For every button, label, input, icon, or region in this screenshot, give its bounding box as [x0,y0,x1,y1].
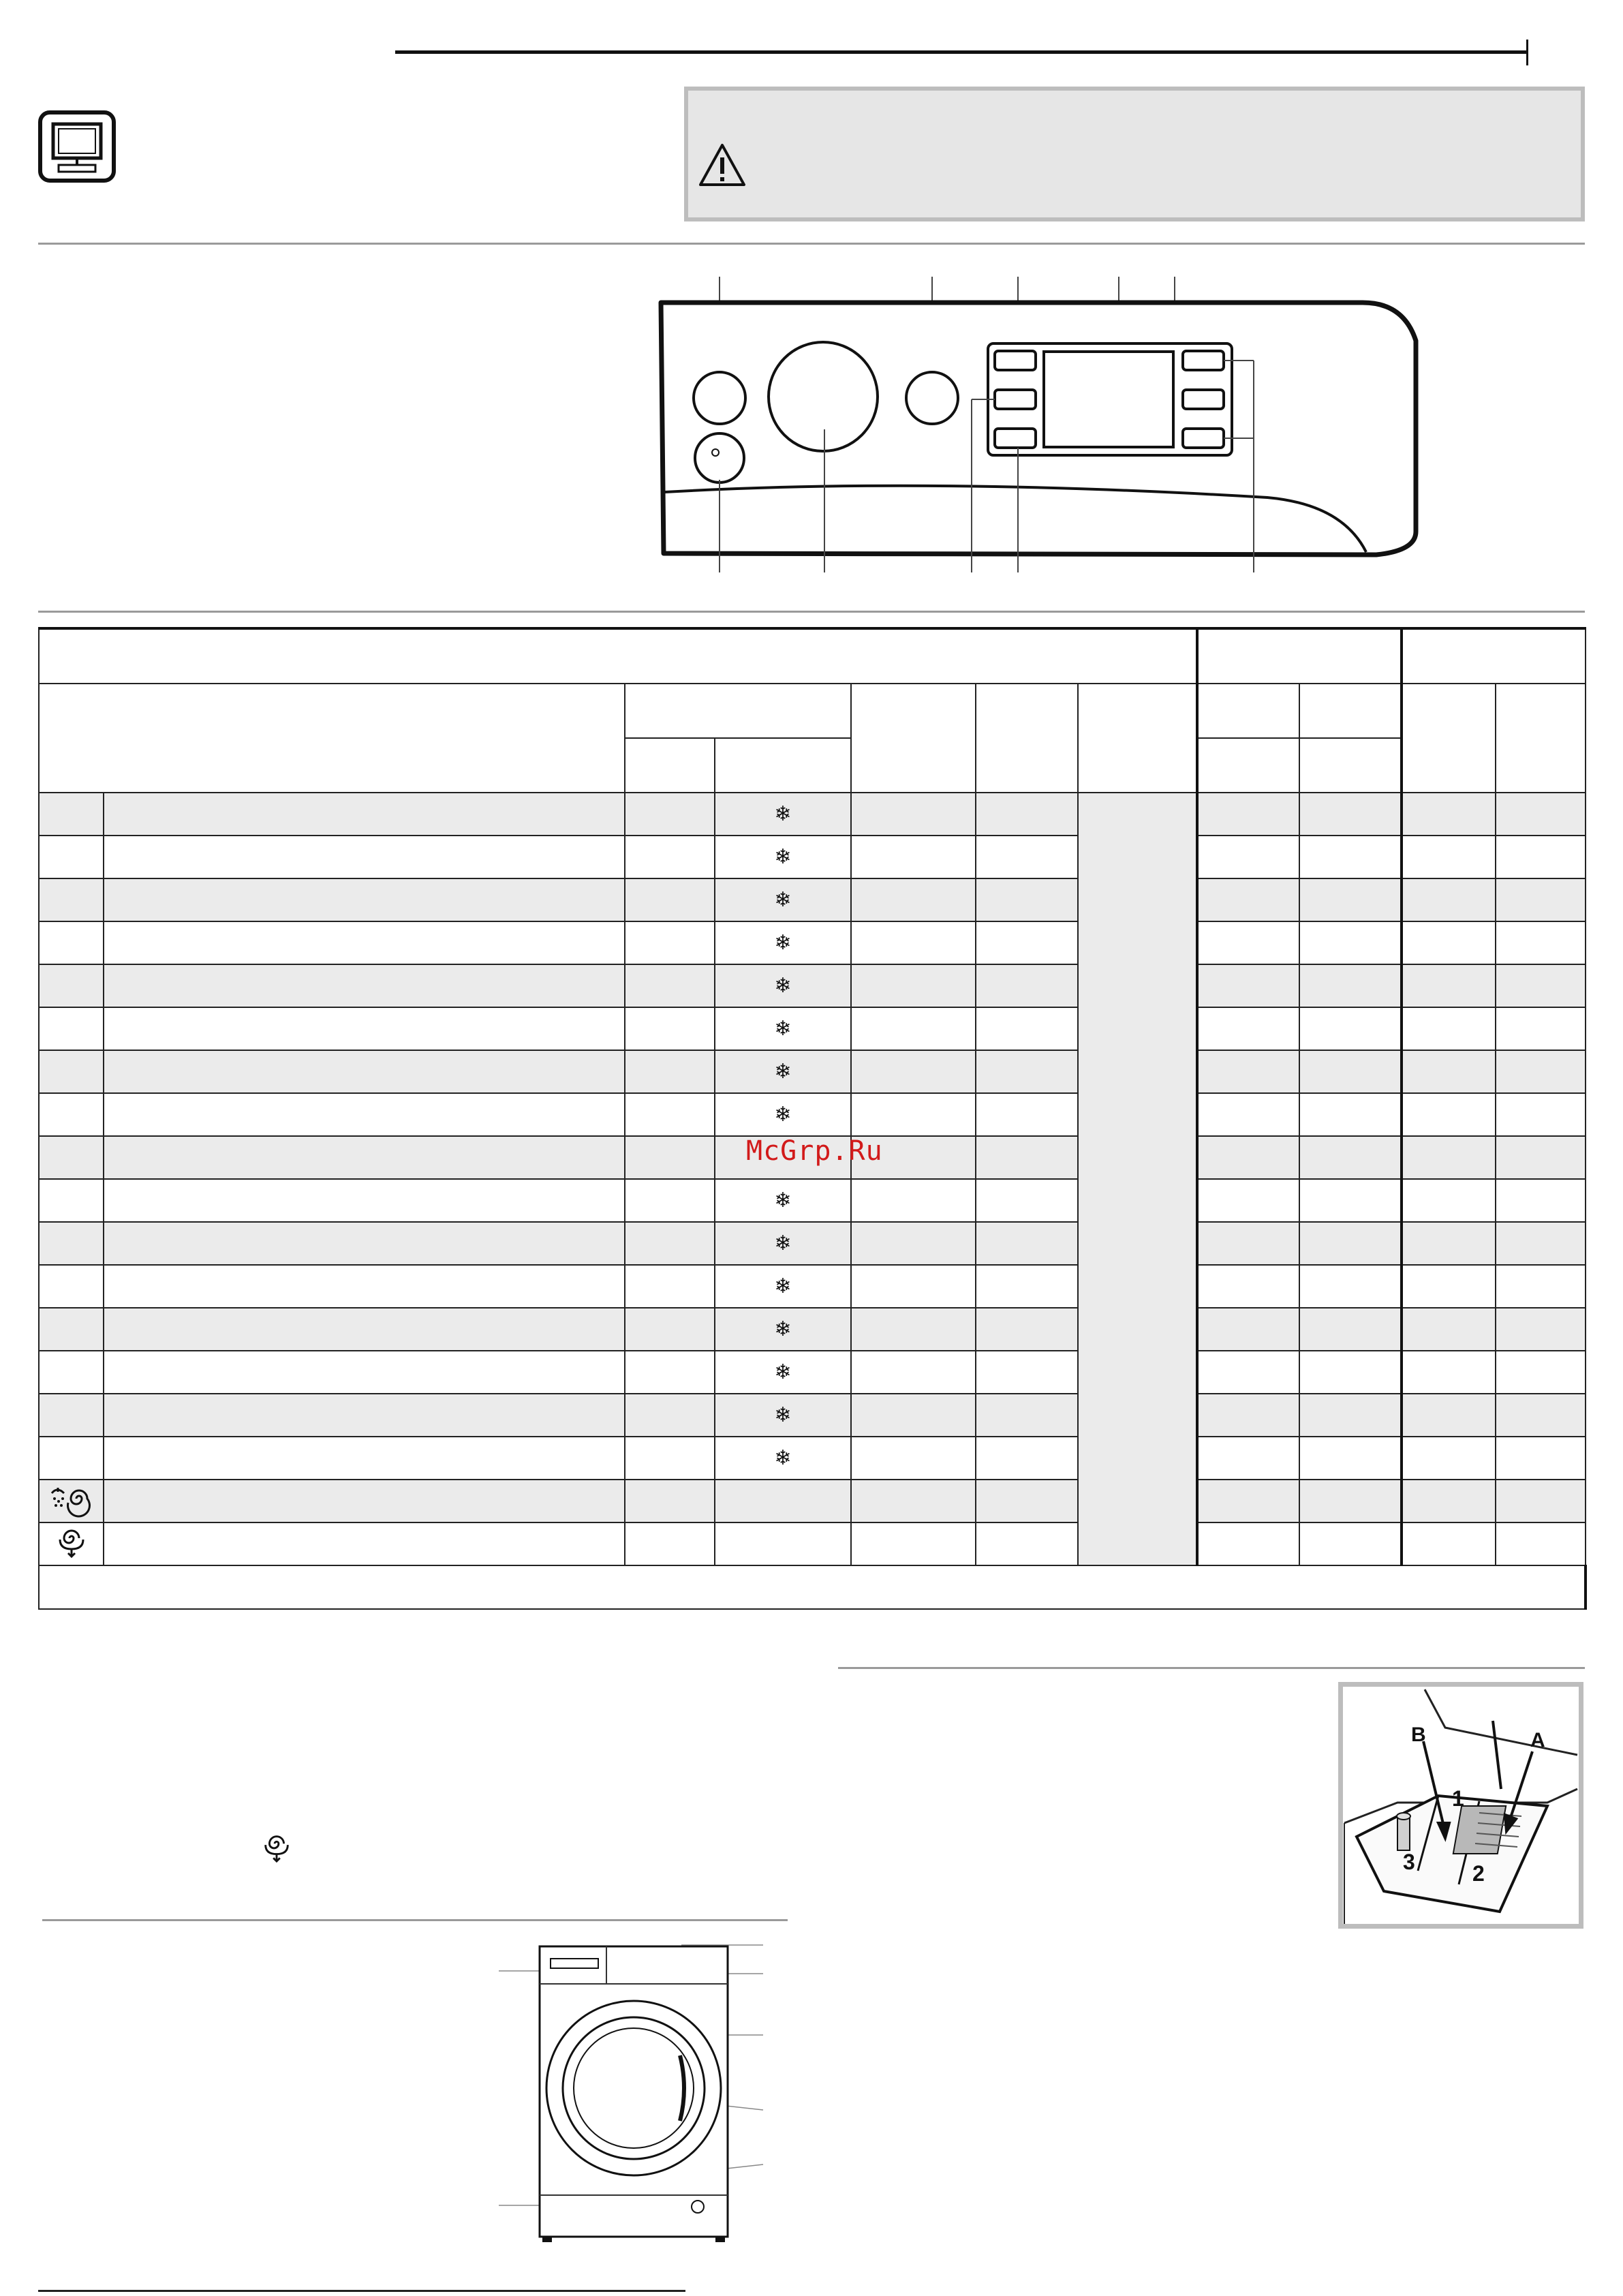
table-row [39,793,1586,836]
section-divider [42,1919,788,1921]
snowflake-icon: ❄ [774,844,792,869]
table-footer-row [39,1565,1586,1609]
snowflake-icon: ❄ [774,1274,792,1298]
section-divider [38,611,1585,613]
rinse-spin-icon [48,1484,95,1514]
snowflake-icon: ❄ [774,1445,792,1470]
snowflake-icon: ❄ [774,887,792,912]
snowflake-icon: ❄ [774,930,792,955]
table-row [39,1394,1586,1437]
spin-drain-icon [55,1525,89,1559]
detergent-drawer-illustration [1338,1682,1583,1929]
washing-machine-diagram [497,1933,770,2287]
table-header-row [39,628,1586,684]
table-row [39,836,1586,878]
table-row [39,1265,1586,1308]
snowflake-icon: ❄ [774,1403,792,1427]
watermark-text: McGrp.Ru [746,1135,883,1167]
table-row [39,1222,1586,1265]
drawer-label-b: B [1411,1724,1426,1746]
table-row [39,1522,1586,1565]
table-row [39,1179,1586,1222]
section-divider [38,243,1585,245]
snowflake-icon: ❄ [774,1016,792,1041]
section-divider [38,2290,685,2292]
warning-box [684,87,1585,221]
snowflake-icon: ❄ [774,1231,792,1255]
snowflake-icon: ❄ [774,1102,792,1127]
control-panel-diagram [654,273,1431,579]
snowflake-icon: ❄ [774,801,792,826]
spin-drain-icon [260,1831,293,1863]
snowflake-icon: ❄ [774,1360,792,1384]
compartment-3-label: 3 [1403,1850,1415,1874]
table-row [39,921,1586,964]
snowflake-icon: ❄ [774,1188,792,1212]
table-header-row [39,684,1586,738]
table-row [39,1050,1586,1093]
snowflake-icon: ❄ [774,1059,792,1084]
table-row [39,1093,1586,1136]
drawer-label-a: A [1530,1729,1545,1751]
monitor-icon [38,110,116,183]
programme-table [38,627,1587,1610]
table-row [39,1351,1586,1394]
table-row [39,1437,1586,1480]
snowflake-icon: ❄ [774,973,792,998]
table-row [39,1136,1586,1179]
table-row [39,1007,1586,1050]
top-rule-tick [1526,40,1528,65]
compartment-1-label: 1 [1452,1786,1464,1811]
compartment-2-label: 2 [1472,1861,1485,1886]
warning-triangle-icon [698,142,747,187]
top-rule [395,50,1526,54]
table-row [39,1480,1586,1522]
table-row [39,964,1586,1007]
snowflake-icon: ❄ [774,1317,792,1341]
section-divider [838,1667,1585,1669]
table-row [39,878,1586,921]
table-row [39,1308,1586,1351]
